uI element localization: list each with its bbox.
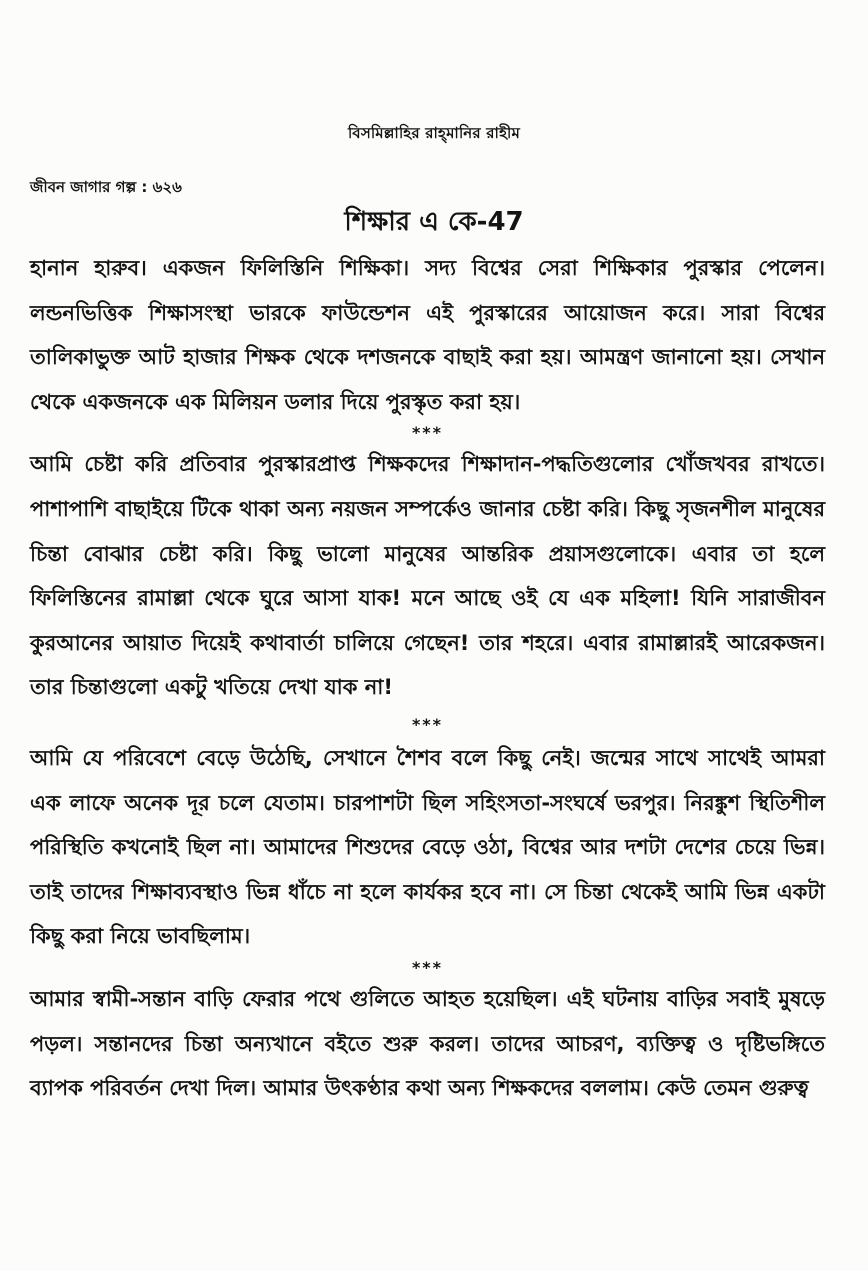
- article-body: [30, 246, 825, 1111]
- section-separator: ***: [411, 714, 444, 734]
- article-title: শিক্ষার এ কে-47: [344, 207, 524, 237]
- paragraph-3: আমি যে পরিবেশে বেড়ে উঠেছি, সেখানে শৈশব বলে কিছু নেই। জন্মের সাথে সাথেই আমরা এক লাফে অনেক দূর চলে যেতাম। চারপাশটা ছিল সহিংসতা-সংঘর্ষে ভরপুর। নিরঙ্কুশ স্থিতিশীল পরিস্থিতি কখনোই ছিল না। আমাদের শিশুদের বেড়ে ওঠা, বিশ্বের আর দশটা দেশের চেয়ে ভিন্ন। তাই তাদের শিক্ষাব্যবস্থাও ভিন্ন ধাঁচে না হলে কার্যকর হবে না। সে চিন্তা থেকেই আমি ভিন্ন একটা কিছু করা নিয়ে ভাবছিলাম।: [30, 745, 825, 949]
- section-separator: ***: [411, 957, 444, 977]
- paragraph-1: হানান হারুব। একজন ফিলিস্তিনি শিক্ষিকা। সদ্য বিশ্বের সেরা শিক্ষিকার পুরস্কার পেলেন। লন্ডনভিত্তিক শিক্ষাসংস্থা ভারকে ফাউন্ডেশন এই পুরস্কারের আয়োজন করে। সারা বিশ্বের তালিকাভুক্ত আট হাজার শিক্ষক থেকে দশজনকে বাছাই করা হয়। আমন্ত্রণ জানানো হয়। সেখান থেকে একজনকে এক মিলিয়ন ডলার দিয়ে পুরস্কৃত করা হয়।: [30, 256, 825, 414]
- bismillah-header: বিসমিল্লাহির রাহ্‌মানির রাহীম: [347, 124, 520, 142]
- section-separator: ***: [411, 423, 444, 443]
- series-label: জীবন জাগার গল্প : ৬২৬: [30, 178, 182, 196]
- paragraph-4: আমার স্বামী-সন্তান বাড়ি ফেরার পথে গুলিতে আহত হয়েছিল। এই ঘটনায় বাড়ির সবাই মুষড়ে পড়ল। সন্তানদের চিন্তা অন্যখানে বইতে শুরু করল। তাদের আচরণ, ব্যক্তিত্ব ও দৃষ্টিভঙ্গিতে ব্যাপক পরিবর্তন দেখা দিল। আমার উৎকণ্ঠার কথা অন্য শিক্ষকদের বললাম। কেউ তেমন গুরুত্ব: [30, 986, 825, 1101]
- paragraph-2: আমি চেষ্টা করি প্রতিবার পুরস্কারপ্রাপ্ত শিক্ষকদের শিক্ষাদান-পদ্ধতিগুলোর খোঁজখবর রাখতে। পাশাপাশি বাছাইয়ে টিকে থাকা অন্য নয়জন সম্পর্কেও জানার চেষ্টা করি। কিছু সৃজনশীল মানুষের চিন্তা বোঝার চেষ্টা করি। কিছু ভালো মানুষের আন্তরিক প্রয়াসগুলোকে। এবার তা হলে ফিলিস্তিনের রামাল্লা থেকে ঘুরে আসা যাক! মনে আছে ওই যে এক মহিলা! যিনি সারাজীবন কুরআনের আয়াত দিয়েই কথাবার্তা চালিয়ে গেছেন! তার শহরে। এবার রামাল্লারই আরেকজন। তার চিন্তাগুলো একটু খতিয়ে দেখা যাক না!: [30, 452, 825, 700]
